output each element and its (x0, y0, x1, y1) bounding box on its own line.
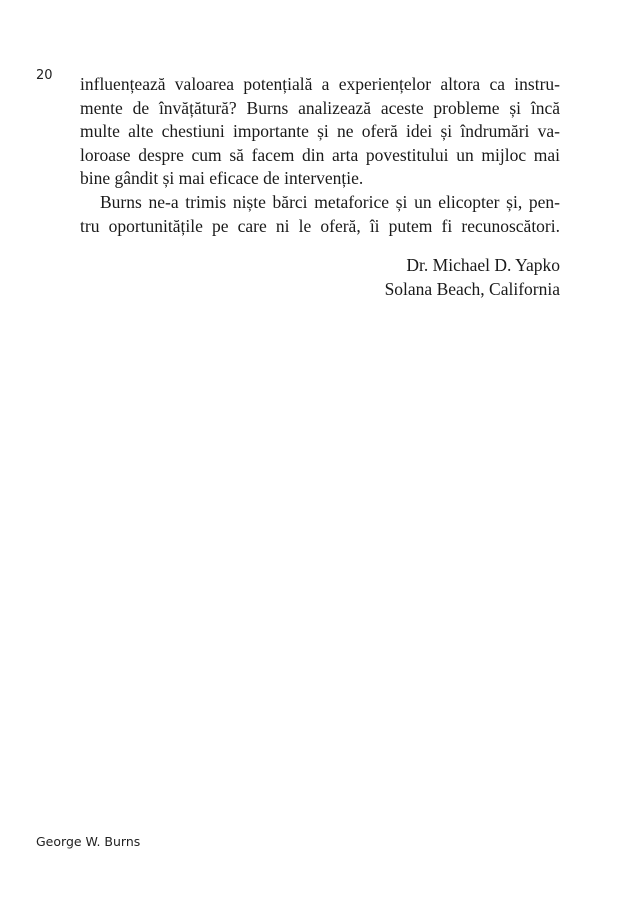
text-line: mente de învățătură? Burns analizează aceste probleme și încă (80, 97, 560, 118)
text-line: loroase despre cum să facem din arta povestitului un mijloc mai (80, 144, 560, 165)
signature-block (385, 254, 560, 301)
body-text (80, 73, 560, 238)
text-line: multe alte chestiuni importante și ne oferă idei și îndrumări va- (80, 121, 560, 142)
text-line: influențează valoarea potențială a experiențelor altora ca instru- (80, 74, 560, 94)
signature-name: Dr. Michael D. Yapko (406, 255, 560, 275)
page-number: 20 (36, 68, 53, 83)
text-line: Burns ne-a trimis niște bărci metaforice și un elicopter și, pen- (100, 191, 560, 212)
text-line: bine gândit și mai eficace de intervenție. (80, 168, 364, 189)
footer-author: George W. Burns (36, 834, 141, 849)
text-line: tru oportunitățile pe care ni le oferă, îi putem fi recunoscători. (80, 215, 560, 236)
signature-location: Solana Beach, California (384, 278, 560, 299)
